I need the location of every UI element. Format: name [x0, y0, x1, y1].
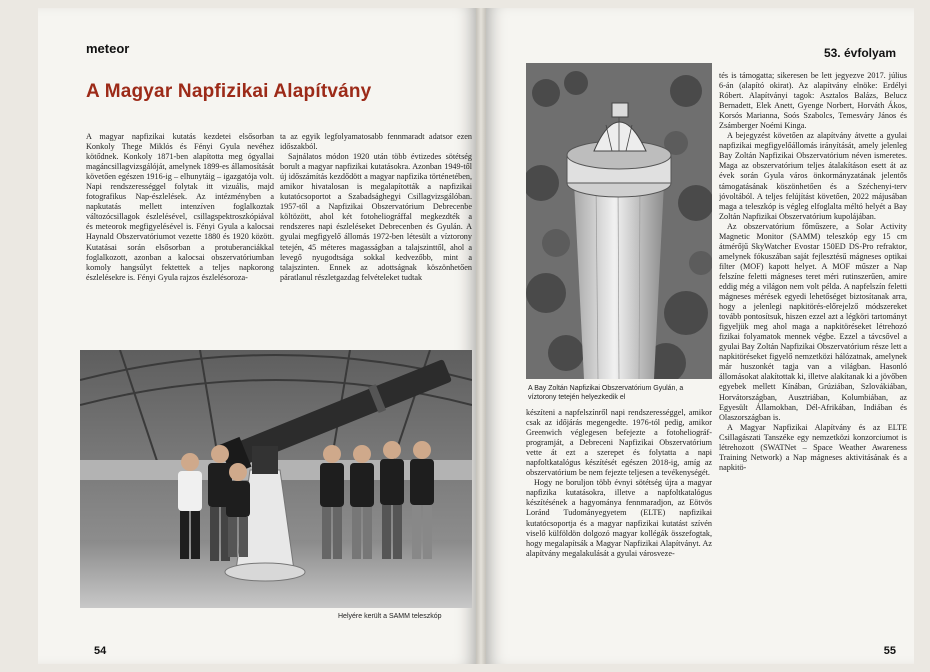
text-column-4: [719, 71, 907, 651]
page-number-left: 54: [94, 645, 107, 657]
left-page: [38, 8, 476, 664]
paragraph: Hogy ne boruljon több évnyi sötétség újra a magyar napfizika kutatásokra, illetve a napfoltkatalógus készítésének a hagyománya fennmaradjon, az Eötvös Loránd Tudományegyetem (ELTE) napfizikai kutatócsoportja és a magyar napfizikai kutatást szívén viselő külföldön dolgozó magyar kollégák összefogtak, hogy megalapítsák a Magyar Napfizikai Alapítványt. Az alapítvány megalakulását a gyulai városveze-: [526, 478, 712, 558]
section-label: meteor: [86, 41, 130, 56]
water-tower-photo: [526, 63, 712, 379]
telescope-group-photo: [80, 350, 472, 608]
page-number-right: 55: [883, 645, 896, 657]
tower-photo-caption: A Bay Zoltán Napfizikai Obszervatórium Gyulán, a víztorony tetején helyezkedik el: [528, 385, 684, 401]
article-title: A Magyar Napfizikai Alapítvány: [86, 81, 372, 102]
paragraph: A Magyar Napfizikai Alapítvány és az ELTE Csillagászati Tanszéke egy nemzetközi konzorciumot is létrehozott (SWATNet – Space Weather Awareness Training Network) a Nap mágneses aktivitásának és a napkitö-: [719, 422, 907, 472]
text-column-1: [86, 132, 274, 350]
paragraph: ta az egyik legfolyamatosabb fennmaradt adatsor ezen időszakból.: [280, 132, 472, 152]
text-column-3: [526, 408, 712, 648]
paragraph: A bejegyzést követően az alapítvány átvette a gyulai napfizikai megfigyelőállomás irányítását, amely jelenleg Bay Zoltán Napfizikai Obszervatórium néven ismeretes. Maga az obszervatórium teljes átalakításon esett át az évek során Gyula város önkormányzatának jelentős támogatásának köszönhetően és a Széchenyi-terv jóvoltából. A teljes felújítást követően, 2022 májusában maga a teleszkóp is végleg elfoglalta méltó helyét a Bay Zoltán Napfizikai Obszervatórium kupolájában.: [719, 131, 907, 221]
paragraph: tés is támogatta; sikeresen be lett jegyezve 2017. július 6-án (alapító okirat). Az alapítvány elnöke: Erdélyi Róbert. Alapítványi tagok: Asztalos Balázs, Belucz Bernadett, Elek Anett, Gyenge Norbert, Horváth Ákos, Korsós Marianna, Soós Szabolcs, Temesváry János és Zsámberger Noémi Kinga.: [719, 71, 907, 131]
paragraph: Sajnálatos módon 1920 után több évtizedes sötétség borult a magyar napfizikai kutatásokra. Azonban 1949-től új időszámítás kezdődött a magyar napfizika történetében, amikor hivatalosan is megalapították a napfizikai kutatócsoportot a Szabadsághegyi Csillagvizsgálóban. 1957-től a Napfizikai Obszervatórium Debrecenbe költözött, ahol két fotoheliográffal megkezdték a rendszeres napi észleléseket Debrecenben és Gyulán. A gyulai megfigyelő állomás 1972-ben létesült a víztorony tetején, 45 méteres magasságban a talajszinttől, ahol a levegő nyugodtsága sokkal kedvezőbb, mint a talajszinten. Ennek az adottságnak köszönhetően páratlanul részletgazdag felvételeket tudtak: [280, 152, 472, 282]
photo-graphic: [80, 350, 472, 608]
telescope-photo-caption: Helyére került a SAMM teleszkóp: [338, 613, 442, 620]
paragraph: A magyar napfizikai kutatás kezdetei elsősorban Konkoly Thege Miklós és Fényi Gyula nevéhez kötődnek. Konkoly 1871-ben alapította meg ógyallai magáncsillagvizsgálóját, amelynek 1899-es államosítását követően egészen 1916-ig – elhunytáig – igazgatója volt. Napi rendszerességgel folytak itt vizuális, majd fotografikus Nap-észlelések. Az intézményben a napkutatás mellett intenzíven foglalkoztak változócsillagok észlelésével, csillagspektroszkópiával és meteorok megfigyelésével is. Fényi Gyula a kalocsai Haynald Obszervatóriumot vezette 1880 és 1920 között. Kutatásai során elsősorban a protuberanciákkal foglalkozott, azonban a kalocsai obszervatóriumban komoly hangsúlyt fektettek a teljes napkorong észlelésekre is. Fényi Gyula rajzos észlelésoroza-: [86, 132, 274, 282]
paragraph: Az obszervatórium főműszere, a Solar Activity Magnetic Monitor (SAMM) teleszkóp egy 15 cm átmérőjű SkyWatcher Evostar 150ED DS-Pro refraktor, amelynek fókuszában saját fejlesztésű mágneses optikai filter (MOF) kapott helyet. A MOF műszer a Nap felszíne feletti mágneses teret méri rutinszerűen, amire eddig még a világon nem volt példa. A napfelszín feletti mágneses mérések egyedi lehetőséget biztosítanak arra, hogy a jelenlegi napkitörés-előrejelző módszereket tovább pontosítsuk, hiszen ezzel azt a légköri tartományt figyeljük meg ahol maga a napkitöréseket létrehozó fizikai folyamatok mennek végbe. Ezzel a távcsővel a gyulai Bay Zoltán Napfizikai Obszervatórium része lett a napkitöréseket figyelő nemzetközi hálózatnak, amelynek már huszonkét tagja van a világban. Hasonló állomásokat alakítottak ki, illetve alakítanak ki a jövőben egyebek mellett Kínában, Grúziában, Szlovákiában, Horvátországban, Ausztriában, Kolumbiában, az Egyesült Államokban, Dél-Afrikában, Indiában és Olaszországban is.: [719, 221, 907, 422]
paragraph: készíteni a napfelszínről napi rendszerességgel, amikor csak az időjárás megengedte. 1976-tól pedig, amikor Greenwich véglegesen befejezte a fotoheliográf-programját, a Debreceni Napfizikai Obszervatórium vette át ezt a szerepet és folytatta a napi napfoltkatalógus készítését egészen 2018-ig, amíg az obszervatórium be nem fejezte teljesen a tevékenységét.: [526, 408, 712, 478]
tower-photo-graphic: [526, 63, 712, 379]
text-column-2: [280, 132, 472, 350]
right-page: [486, 8, 914, 664]
volume-label: 53. évfolyam: [823, 46, 896, 60]
